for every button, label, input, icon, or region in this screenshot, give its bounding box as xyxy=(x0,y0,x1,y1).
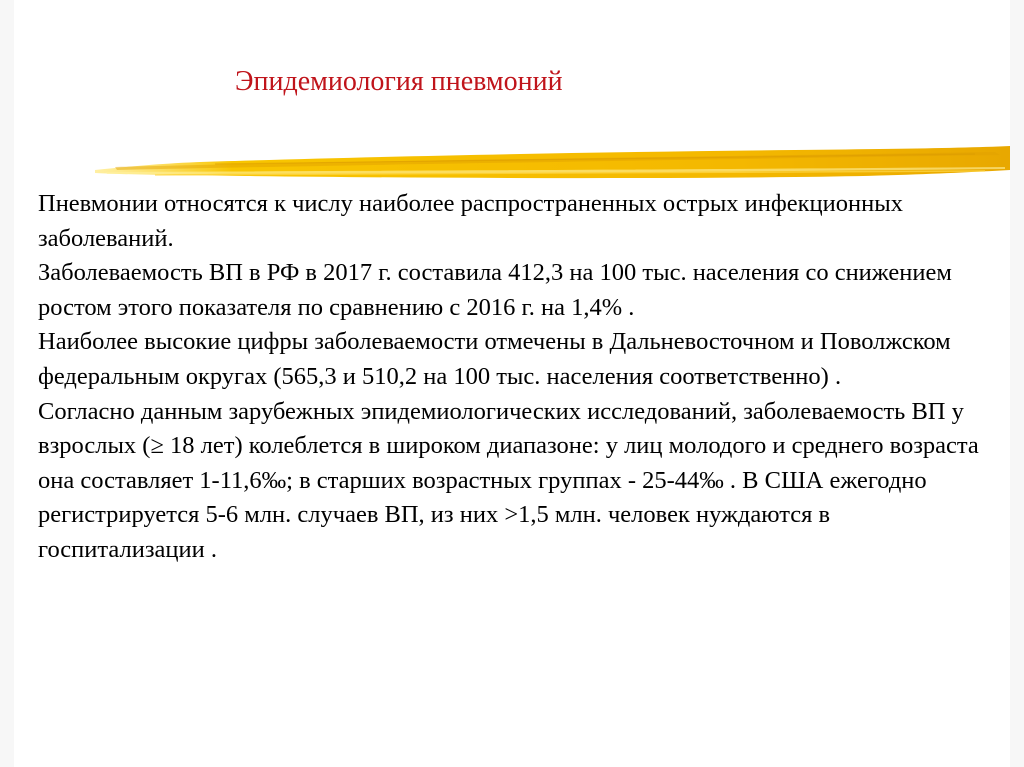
brush-stroke-divider xyxy=(95,140,1010,190)
right-margin-strip xyxy=(1010,0,1024,767)
paragraph-4: Согласно данным зарубежных эпидемиологических исследований, заболеваемость ВП у взрослых (≥ 18 лет) колеблется в широком диапазоне: у лиц молодого и среднего возраста она составляет 1-11,6‰; в старших возрастных группах - 25-44‰ . В США ежегодно регистрируется 5-6 млн. случаев ВП, из них >1,5 млн. человек нуждаются в госпитализации . xyxy=(38,397,979,563)
paragraph-1: Пневмонии относятся к числу наиболее распространенных острых инфекционных заболеваний. xyxy=(38,190,903,252)
paragraph-3: Наиболее высокие цифры заболеваемости отмечены в Дальневосточном и Поволжском федеральным округах (565,3 и 510,2 на 100 тыс. населения соответственно) . xyxy=(38,328,951,390)
slide-title: Эпидемиология пневмоний xyxy=(235,66,563,97)
body-text xyxy=(38,187,988,568)
left-margin-strip xyxy=(0,0,14,767)
paragraph-2: Заболеваемость ВП в РФ в 2017 г. составила 412,3 на 100 тыс. населения со снижением ростом этого показателя по сравнению с 2016 г. на 1,4% . xyxy=(38,259,952,321)
